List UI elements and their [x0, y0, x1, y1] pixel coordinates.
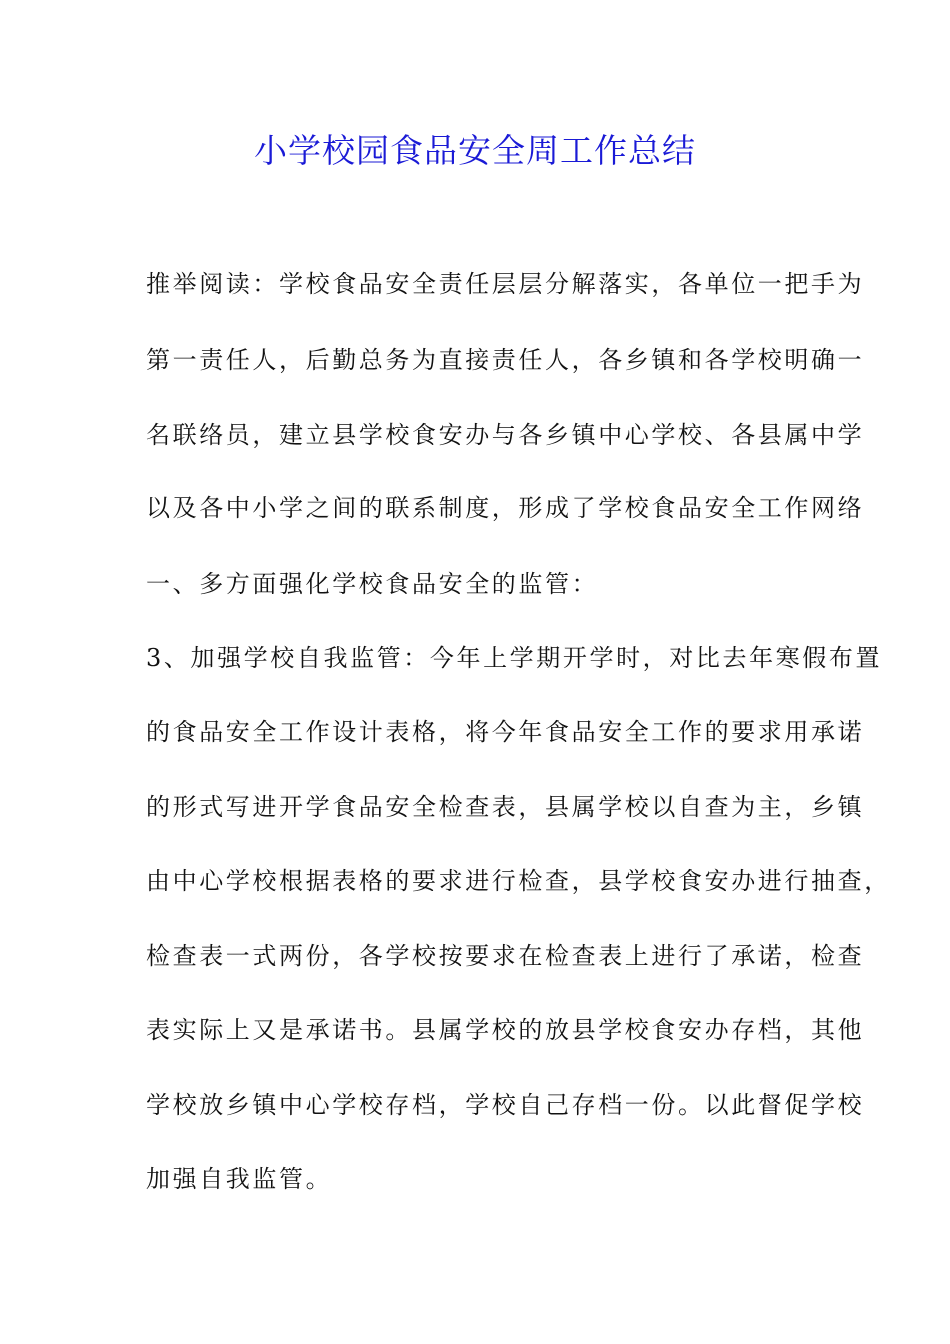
document-title: 小学校园食品安全周工作总结 [254, 131, 696, 170]
paragraph-line: 的食品安全工作设计表格，将今年食品安全工作的要求用承诺 [146, 718, 865, 746]
paragraph-line: 推举阅读：学校食品安全责任层层分解落实，各单位一把手为 [146, 270, 865, 298]
paragraph-line: 表实际上又是承诺书。县属学校的放县学校食安办存档，其他 [146, 1016, 865, 1044]
section-heading: 一、多方面强化学校食品安全的监管： [146, 570, 599, 598]
paragraph-line: 检查表一式两份，各学校按要求在检查表上进行了承诺，检查 [146, 942, 865, 970]
paragraph-line: 学校放乡镇中心学校存档，学校自己存档一份。以此督促学校 [146, 1091, 865, 1119]
paragraph-line: 3、加强学校自我监管：今年上学期开学时，对比去年寒假布置 [146, 644, 883, 672]
paragraph-line: 第一责任人，后勤总务为直接责任人，各乡镇和各学校明确一 [146, 346, 865, 374]
paragraph-line: 的形式写进开学食品安全检查表，县属学校以自查为主，乡镇 [146, 793, 865, 821]
paragraph-line: 加强自我监管。 [146, 1165, 333, 1193]
paragraph-line: 以及各中小学之间的联系制度，形成了学校食品安全工作网络 [146, 494, 865, 522]
paragraph-line: 名联络员，建立县学校食安办与各乡镇中心学校、各县属中学 [146, 421, 865, 449]
paragraph-line: 由中心学校根据表格的要求进行检查，县学校食安办进行抽查， [146, 867, 891, 895]
